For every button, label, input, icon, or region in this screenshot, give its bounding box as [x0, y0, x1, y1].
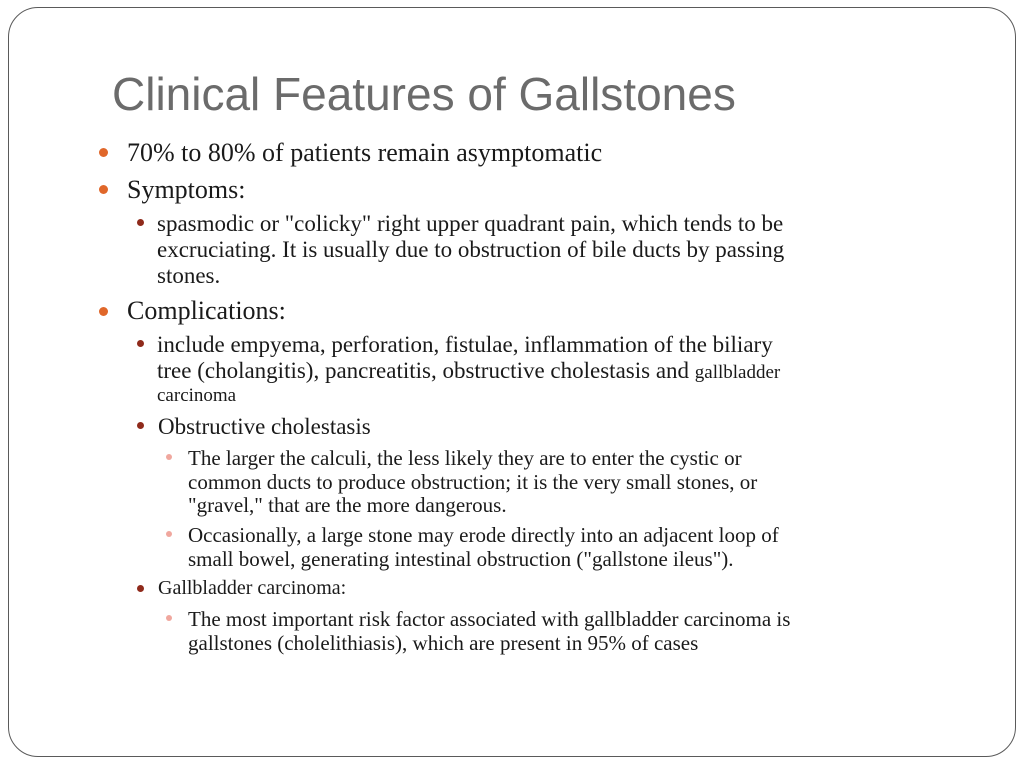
list-item [188, 523, 779, 571]
list-item [157, 332, 780, 406]
list-item-line: Symptoms: [127, 175, 246, 204]
bullet-level1-icon [99, 148, 108, 157]
list-item-line: Occasionally, a large stone may erode directly into an adjacent loop of [188, 523, 779, 547]
list-item-line: carcinoma [157, 385, 237, 406]
list-item [188, 447, 757, 518]
list-item-text: tree (cholangitis), pancreatitis, obstructive cholestasis and [157, 358, 695, 383]
list-item-line: 70% to 80% of patients remain asymptomatic [127, 138, 603, 167]
list-item-text-small: gallbladder [694, 362, 781, 383]
list-item-line: Obstructive cholestasis [158, 414, 371, 439]
bullet-level3-icon [166, 531, 172, 537]
bullet-level2-icon [137, 340, 144, 347]
slide-title: Clinical Features of Gallstones [112, 68, 736, 120]
list-item-line: excruciating. It is usually due to obstruction of bile ducts by passing [157, 237, 785, 262]
list-item-line: common ducts to produce obstruction; it is the very small stones, or [188, 469, 758, 494]
list-item-line: The larger the calculi, the less likely they are to enter the cystic or [188, 446, 742, 470]
list-item-line: "gravel," that are the more dangerous. [188, 493, 507, 517]
bullet-level2-icon [137, 585, 144, 592]
bullet-level2-icon [137, 422, 144, 429]
list-item [158, 414, 371, 440]
bullet-level3-icon [166, 615, 172, 621]
list-item [188, 607, 790, 655]
bullet-level1-icon [99, 185, 108, 194]
list-item-line: Gallbladder carcinoma: [158, 577, 347, 599]
bullet-level3-icon [166, 454, 172, 460]
list-item [157, 211, 784, 289]
list-item-line: stones. [157, 263, 221, 288]
list-item [158, 577, 346, 599]
list-item-line: include empyema, perforation, fistulae, inflammation of the biliary [157, 332, 773, 357]
bullet-level2-icon [137, 219, 144, 226]
list-item-line: Complications: [127, 296, 286, 325]
list-item-line: gallstones (cholelithiasis), which are present in 95% of cases [188, 631, 699, 655]
list-item-line: small bowel, generating intestinal obstruction ("gallstone ileus"). [188, 547, 734, 571]
list-item-line: spasmodic or "colicky" right upper quadrant pain, which tends to be [157, 211, 784, 236]
list-item [127, 176, 245, 204]
bullet-level1-icon [99, 307, 108, 316]
list-item [127, 139, 602, 167]
list-item-line: The most important risk factor associated with gallbladder carcinoma is [188, 607, 791, 631]
list-item-line [157, 358, 780, 386]
list-item [127, 297, 286, 325]
